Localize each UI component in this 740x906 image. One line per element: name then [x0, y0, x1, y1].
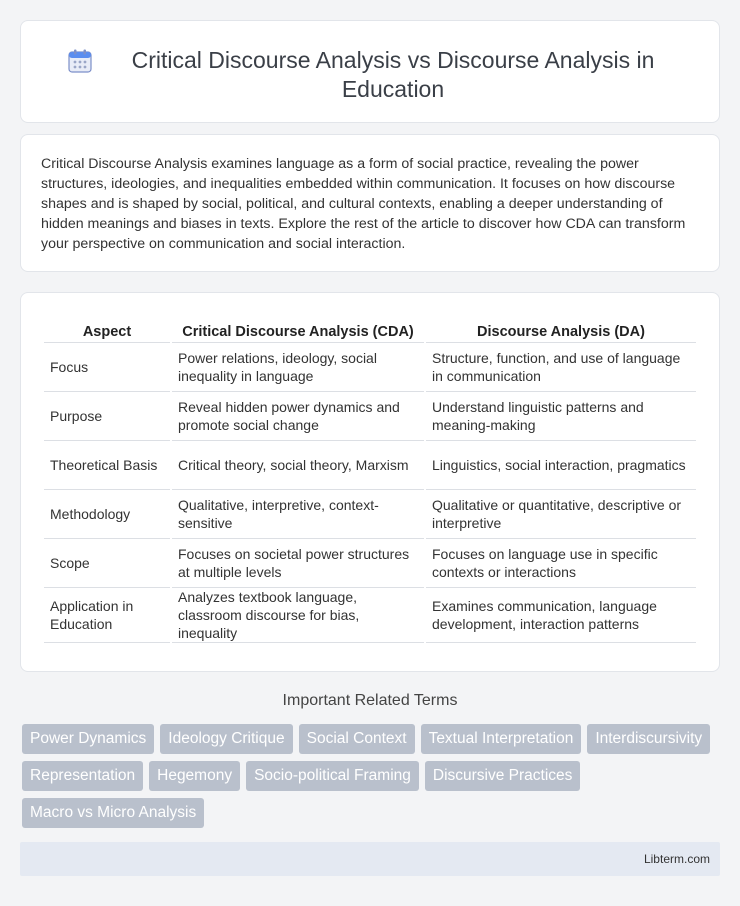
table-header-row — [44, 313, 696, 343]
related-term-tag[interactable]: Power Dynamics — [22, 724, 154, 754]
cell-da: Examines communication, language development, interaction patterns — [426, 588, 696, 643]
cell-aspect: Theoretical Basis — [44, 441, 170, 490]
cell-cda: Power relations, ideology, social inequality in language — [172, 343, 424, 392]
cell-cda: Critical theory, social theory, Marxism — [172, 441, 424, 490]
table-row — [44, 539, 696, 588]
cell-aspect: Application in Education — [44, 588, 170, 643]
table-row — [44, 441, 696, 490]
intro-card — [20, 134, 720, 272]
cell-cda: Focuses on societal power structures at multiple levels — [172, 539, 424, 588]
cell-cda: Qualitative, interpretive, context-sensitive — [172, 490, 424, 539]
table-row — [44, 392, 696, 441]
header-card — [20, 20, 720, 123]
cell-da: Structure, function, and use of language in communication — [426, 343, 696, 392]
column-header-da: Discourse Analysis (DA) — [426, 313, 696, 343]
cell-cda: Reveal hidden power dynamics and promote social change — [172, 392, 424, 441]
related-terms-title: Important Related Terms — [282, 692, 458, 709]
cell-da: Linguistics, social interaction, pragmatics — [426, 441, 696, 490]
related-term-tag[interactable]: Socio-political Framing — [246, 761, 419, 791]
page-title: Critical Discourse Analysis vs Discourse Analysis in Education — [131, 47, 655, 102]
related-term-tag[interactable]: Interdiscursivity — [587, 724, 710, 754]
related-term-tag[interactable]: Discursive Practices — [425, 761, 581, 791]
related-term-tag[interactable]: Social Context — [299, 724, 415, 754]
related-terms-tags — [22, 724, 722, 835]
related-term-tag[interactable]: Ideology Critique — [160, 724, 292, 754]
related-term-tag[interactable]: Textual Interpretation — [421, 724, 582, 754]
footer — [20, 842, 720, 876]
intro-paragraph: Critical Discourse Analysis examines language as a form of social practice, revealing the power structures, ideologies, and inequalities embedded within communication. It focuses on how discourse shapes and is shaped by social, political, and cultural contexts, enabling a deeper understanding of hidden meanings and biases in texts. Explore the rest of the article to discover how CDA can transform your perspective on communication and social interaction. — [41, 156, 686, 252]
cell-da: Focuses on language use in specific contexts or interactions — [426, 539, 696, 588]
footer-site-link[interactable]: Libterm.com — [643, 852, 710, 866]
comparison-table-card — [20, 292, 720, 672]
table-row — [44, 490, 696, 539]
calendar-icon — [67, 48, 93, 74]
related-term-tag[interactable]: Macro vs Micro Analysis — [22, 798, 204, 828]
related-term-tag[interactable]: Representation — [22, 761, 143, 791]
comparison-table — [42, 313, 698, 643]
cell-da: Understand linguistic patterns and meaning-making — [426, 392, 696, 441]
cell-da: Qualitative or quantitative, descriptive or interpretive — [426, 490, 696, 539]
table-row — [44, 343, 696, 392]
column-header-aspect: Aspect — [44, 313, 170, 343]
related-term-tag[interactable]: Hegemony — [149, 761, 240, 791]
column-header-cda: Critical Discourse Analysis (CDA) — [172, 313, 424, 343]
cell-aspect: Scope — [44, 539, 170, 588]
cell-cda: Analyzes textbook language, classroom discourse for bias, inequality — [172, 588, 424, 643]
cell-aspect: Methodology — [44, 490, 170, 539]
cell-aspect: Purpose — [44, 392, 170, 441]
table-row — [44, 588, 696, 643]
cell-aspect: Focus — [44, 343, 170, 392]
